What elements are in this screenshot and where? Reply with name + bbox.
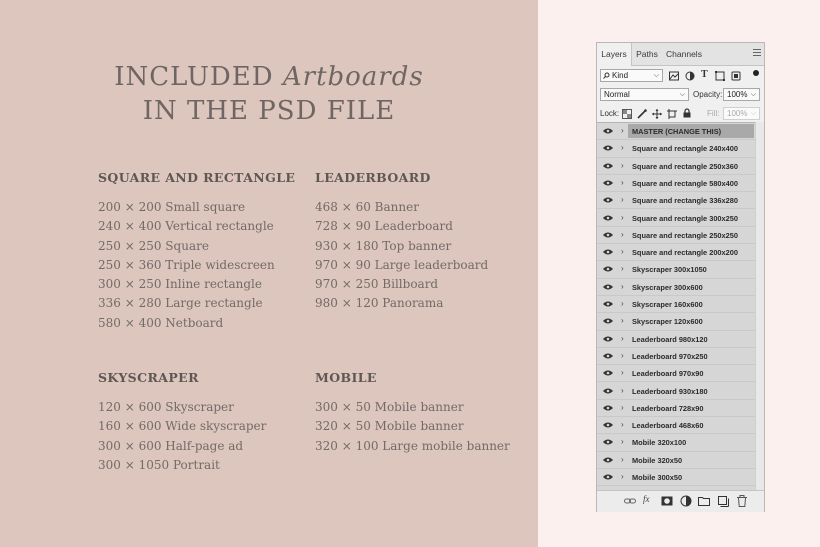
filter-kind-value: Kind [612,71,629,80]
chevron-right-icon[interactable]: › [621,472,624,481]
chevron-right-icon[interactable]: › [621,299,624,308]
eye-icon[interactable] [603,249,613,255]
eye-icon[interactable] [603,405,613,411]
layer-name: Square and rectangle 240x400 [632,144,738,154]
title-italic: Artboards [282,62,424,92]
eye-icon[interactable] [603,197,613,203]
image-filter-icon[interactable] [669,71,679,81]
section-heading-skyscraper: SKYSCRAPER [98,370,199,385]
layer-row[interactable] [597,469,755,486]
chevron-down-icon: ⌵ [750,91,756,98]
opacity-label: Opacity: [693,90,723,99]
chevron-right-icon[interactable]: › [621,350,624,360]
lock-row [597,107,764,121]
blend-mode-select[interactable] [600,88,689,101]
layer-name: Leaderboard 970x250 [632,351,708,361]
eye-icon[interactable] [603,145,613,151]
layer-name: MASTER (CHANGE THIS) [632,127,722,136]
chevron-right-icon[interactable]: › [621,420,624,430]
chevron-right-icon[interactable]: › [621,437,624,447]
size-item: 468 × 60 Banner [315,200,419,214]
layer-row[interactable] [597,279,755,296]
size-item: 980 × 120 Panorama [315,296,444,311]
layer-name: Mobile 320x50 [632,455,683,465]
layer-row[interactable] [597,123,755,140]
tab-channels[interactable]: Channels [666,49,702,59]
eye-icon[interactable] [603,474,613,480]
size-item: 240 × 400 Vertical rectangle [98,219,274,234]
size-item: 250 × 250 Square [98,238,209,253]
size-item: 300 × 50 Mobile banner [315,400,464,414]
chevron-right-icon[interactable]: › [621,264,624,274]
chevron-right-icon[interactable]: › [621,212,624,222]
size-item: 320 × 50 Mobile banner [315,419,464,434]
layer-name: Skyscraper 300x1050 [632,265,707,275]
eye-icon[interactable] [603,128,613,134]
size-list-mobile [315,398,510,456]
eye-icon[interactable] [603,457,613,463]
size-list-leaderboard [315,198,488,314]
blend-mode-value: Normal [604,90,630,99]
layer-name: Skyscraper 300x600 [632,282,703,292]
filter-row [597,69,764,83]
tab-paths[interactable]: Paths [636,49,658,59]
size-item: 300 × 1050 Portrait [98,457,220,472]
fill-label: Fill: [707,109,720,118]
layer-row[interactable] [597,348,755,365]
panel-footer [597,490,764,512]
size-item: 160 × 600 Wide skyscraper [98,419,267,434]
layer-name: Leaderboard 728x90 [632,403,704,413]
layer-row[interactable] [597,434,755,451]
panel-tabs [597,43,764,66]
opacity-input[interactable] [723,88,760,101]
size-item: 970 × 90 Large leaderboard [315,257,489,272]
chevron-right-icon[interactable]: › [621,454,624,464]
layer-row[interactable] [597,383,755,400]
eye-icon[interactable] [603,180,613,186]
layer-row[interactable] [597,452,755,469]
size-list-square [98,198,275,333]
section-heading-leaderboard: LEADERBOARD [315,170,431,185]
shape-filter-icon[interactable] [715,71,725,81]
eye-icon[interactable] [603,163,613,169]
chevron-right-icon[interactable]: › [621,247,624,257]
chevron-right-icon[interactable]: › [621,160,624,170]
layer-row[interactable] [597,192,755,209]
panel-menu-icon[interactable] [753,49,761,57]
chevron-right-icon[interactable]: › [621,229,624,239]
lock-label: Lock: [600,109,620,118]
eye-icon[interactable] [603,232,613,238]
layer-name: Square and rectangle 200x200 [632,248,738,258]
blend-row [597,88,764,102]
chevron-right-icon[interactable]: › [621,402,624,412]
layer-name: Leaderboard 468x60 [632,421,704,431]
size-item: 120 × 600 Skyscraper [98,400,234,414]
eye-icon[interactable] [603,388,613,394]
layer-row[interactable] [597,175,755,192]
chevron-right-icon[interactable]: › [621,177,624,187]
filter-kind-select[interactable] [600,69,663,82]
chevron-right-icon[interactable]: › [621,368,624,378]
layer-row[interactable] [597,261,755,278]
size-item: 930 × 180 Top banner [315,238,452,253]
size-item: 300 × 600 Half-page ad [98,438,244,453]
size-list-skyscraper [98,398,266,475]
layer-name: Mobile 300x50 [632,473,683,482]
size-item: 970 × 250 Billboard [315,277,439,292]
search-icon [603,72,610,79]
layer-name: Skyscraper 160x600 [632,300,703,309]
layer-name: Square and rectangle 300x250 [632,213,738,223]
smart-object-filter-icon[interactable] [731,71,741,81]
layer-name: Square and rectangle 250x250 [632,230,738,240]
layer-row[interactable] [597,417,755,434]
title-plain: INCLUDED [114,62,283,92]
size-item: 728 × 90 Leaderboard [315,219,453,234]
layer-row[interactable] [597,244,755,261]
size-item: 580 × 400 Netboard [98,315,224,330]
fill-input[interactable] [723,107,760,120]
tab-layers[interactable]: Layers [597,43,632,66]
title-line-2: IN THE PSD FILE [142,96,396,126]
layer-row[interactable] [597,331,755,348]
chevron-right-icon[interactable]: › [621,126,624,135]
eye-icon[interactable] [603,353,613,359]
chevron-right-icon[interactable]: › [621,333,624,343]
mask-icon[interactable] [661,495,673,507]
layer-row[interactable] [597,158,755,175]
lock-transparent-icon[interactable] [622,109,632,119]
trash-icon[interactable] [736,495,748,507]
layer-row[interactable] [597,313,755,330]
chevron-down-icon: ⌵ [750,110,756,117]
layers-panel [596,42,765,512]
layer-row[interactable] [597,296,755,313]
section-heading-square: SQUARE AND RECTANGLE [98,170,296,185]
fx-icon[interactable]: fx [643,494,650,504]
layer-name: Square and rectangle 336x280 [632,196,738,206]
layer-row[interactable] [597,227,755,244]
layer-row[interactable] [597,400,755,417]
size-item: 200 × 200 Small square [98,200,246,214]
chevron-right-icon[interactable]: › [621,316,624,326]
section-heading-mobile: MOBILE [315,370,377,385]
layer-row[interactable] [597,365,755,382]
layer-name: Leaderboard 970x90 [632,369,704,379]
folder-icon[interactable] [698,495,710,507]
layer-name: Leaderboard 980x120 [632,334,708,344]
layer-row[interactable] [597,140,755,157]
title-line-1 [0,62,538,92]
eye-icon[interactable] [603,336,613,342]
eye-icon[interactable] [603,370,613,376]
eye-icon[interactable] [603,284,613,290]
eye-icon[interactable] [603,439,613,445]
new-layer-icon[interactable] [717,495,729,507]
chevron-right-icon[interactable]: › [621,281,624,291]
lock-all-icon[interactable] [682,108,692,118]
layer-list [597,122,755,491]
layer-name: Square and rectangle 580x400 [632,178,738,188]
chevron-down-icon: ⌵ [653,72,659,79]
layer-name: Skyscraper 120x600 [632,317,703,327]
size-item: 320 × 100 Large mobile banner [315,438,510,453]
size-item: 336 × 280 Large rectangle [98,296,263,311]
eye-icon[interactable] [603,215,613,221]
opacity-value: 100% [727,90,748,99]
fill-value: 100% [727,109,748,118]
chevron-right-icon[interactable]: › [621,195,624,205]
eye-icon[interactable] [603,266,613,272]
chevron-down-icon: ⌵ [679,91,685,98]
chevron-right-icon[interactable]: › [621,385,624,395]
layer-row[interactable] [597,210,755,227]
layer-name: Square and rectangle 250x360 [632,161,738,171]
layer-name: Leaderboard 930x180 [632,386,708,396]
link-icon[interactable] [624,495,636,507]
adjustment-icon[interactable] [680,495,692,507]
lock-artboard-icon[interactable] [667,109,677,119]
eye-icon[interactable] [603,301,613,307]
lock-position-icon[interactable] [652,109,662,119]
layer-name: Mobile 320x100 [632,438,687,448]
lock-pixels-icon[interactable] [637,109,647,119]
eye-icon[interactable] [603,318,613,324]
size-item: 250 × 360 Triple widescreen [98,257,275,272]
chevron-right-icon[interactable]: › [621,143,624,153]
adjustment-filter-icon[interactable] [685,71,695,81]
eye-icon[interactable] [603,422,613,428]
size-item: 300 × 250 Inline rectangle [98,277,262,292]
type-filter-icon[interactable]: T [701,69,708,80]
layer-scrollbar[interactable] [755,122,764,490]
filter-toggle-icon[interactable] [753,70,759,76]
